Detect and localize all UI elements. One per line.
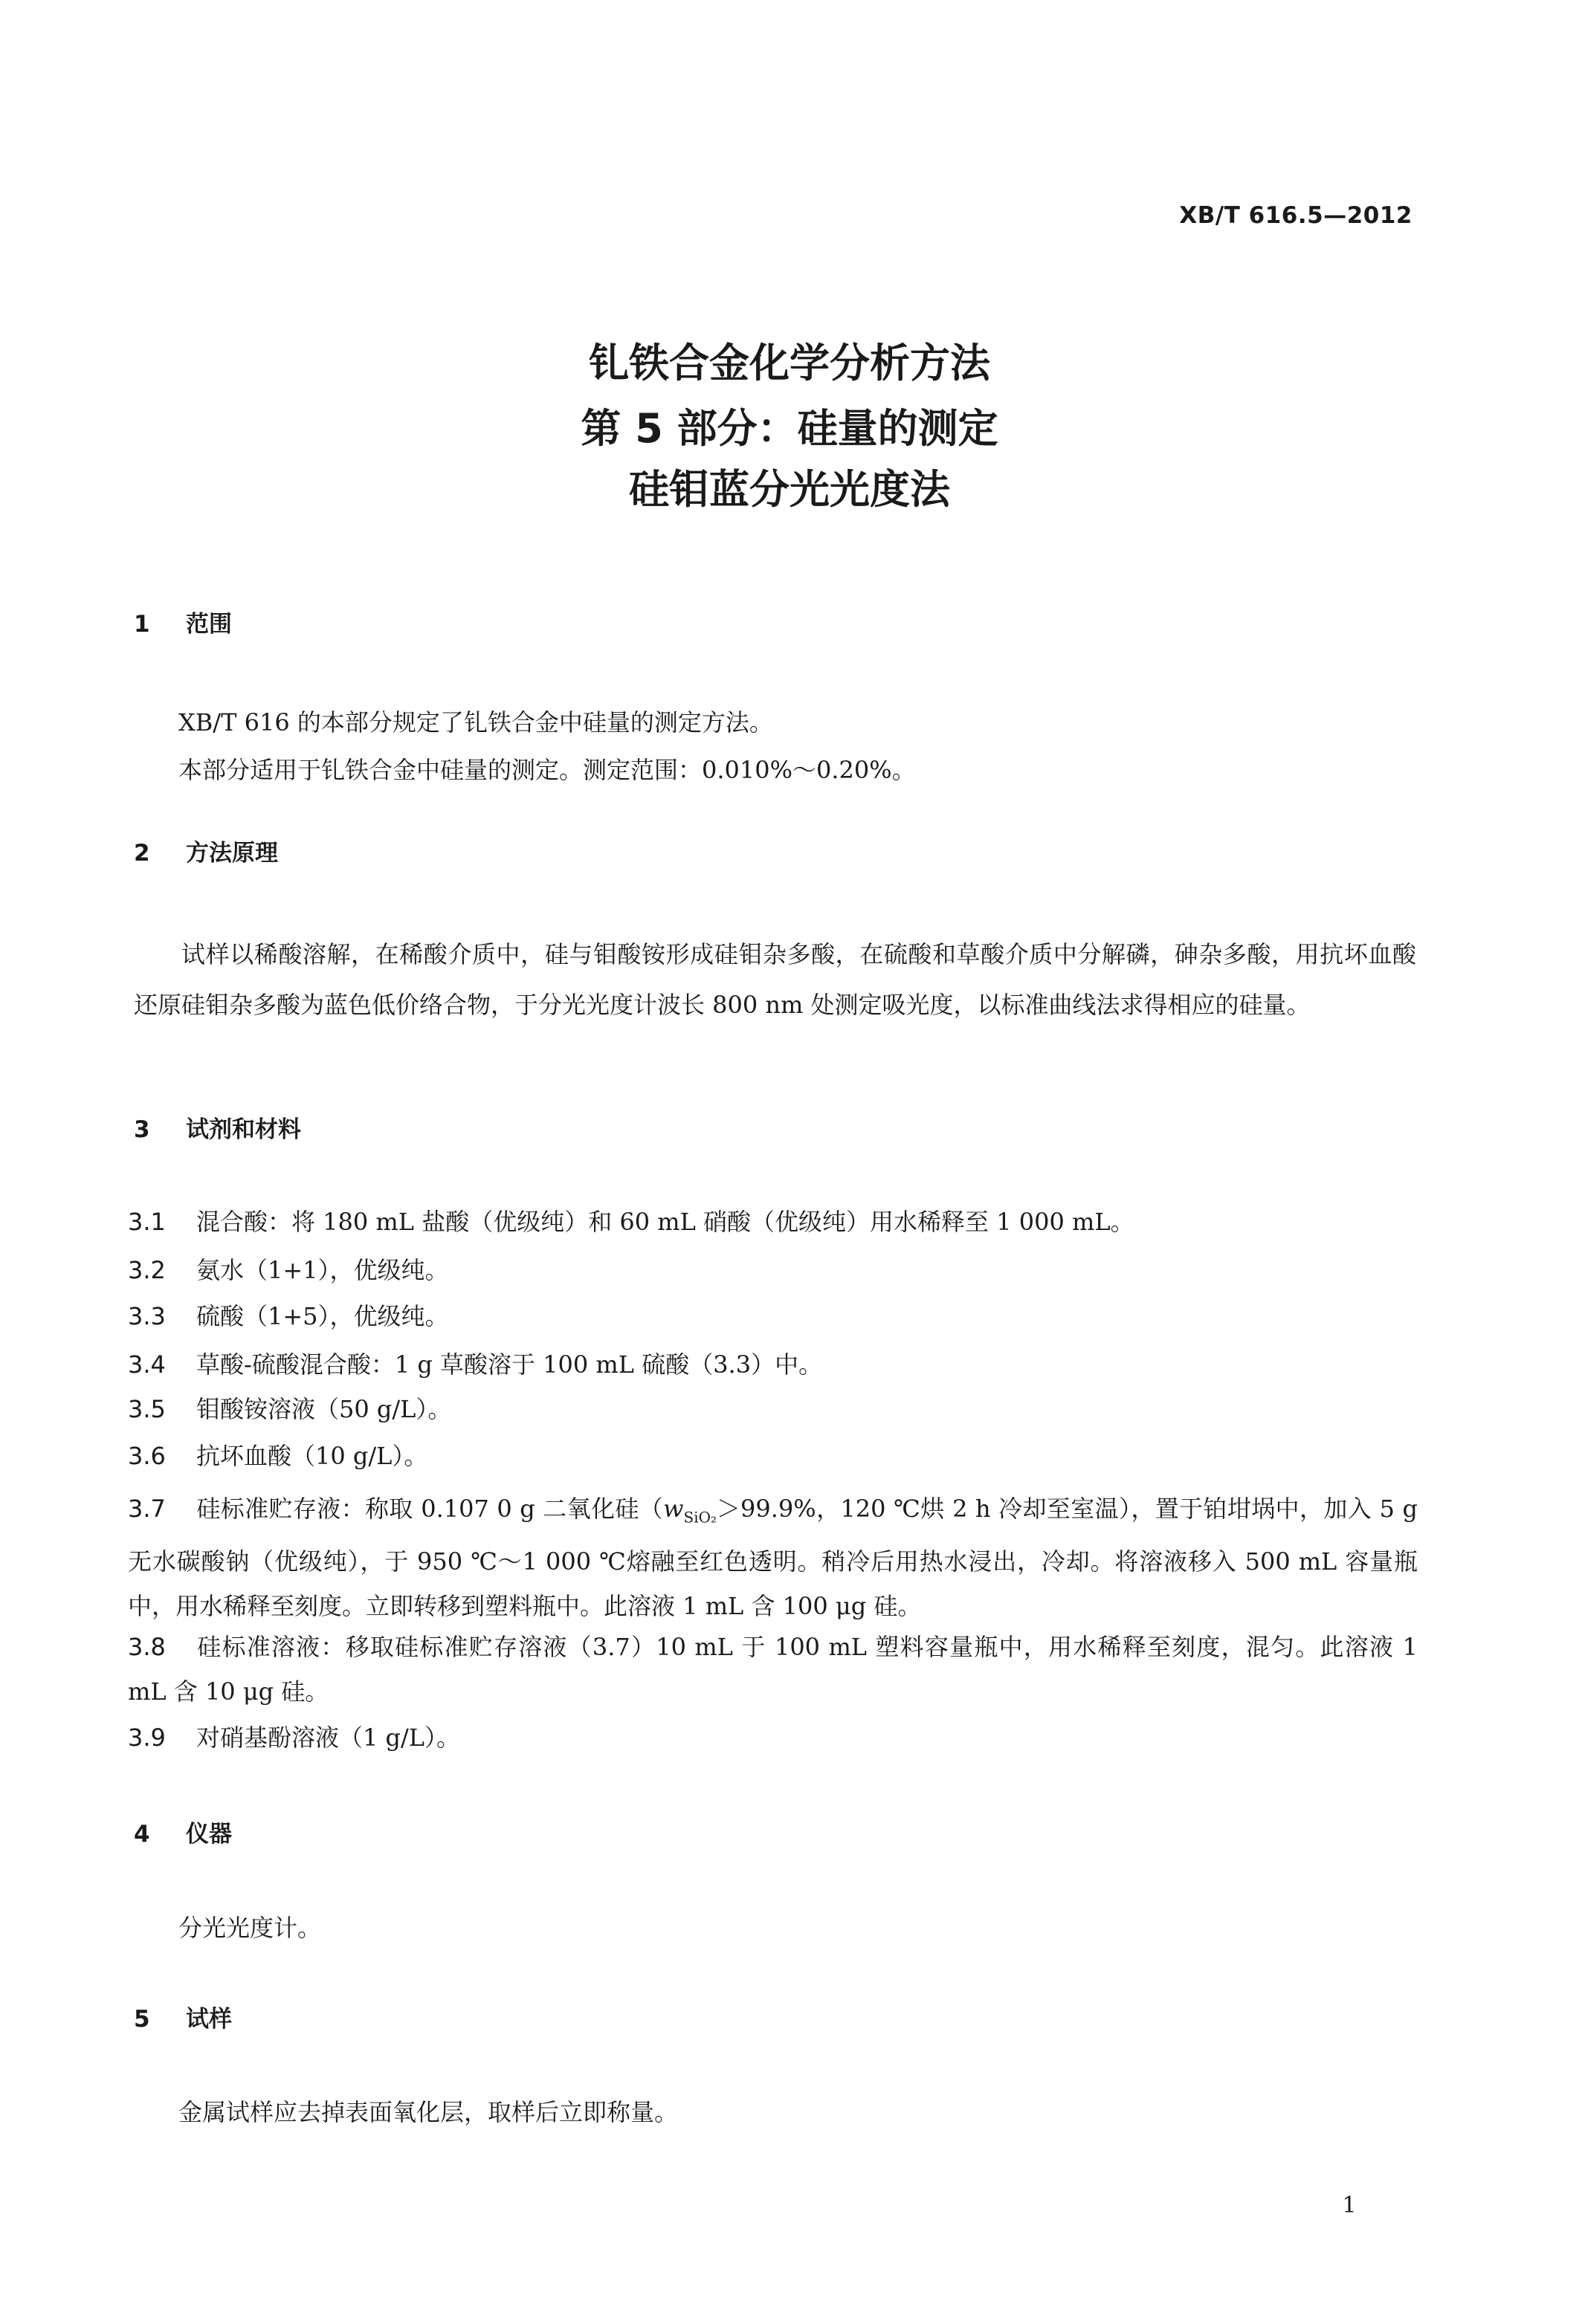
section-1-paragraph-2: 本部分适用于钆铁合金中硅量的测定。测定范围：0.010%～0.20%。 [178, 756, 916, 784]
item-text: 钼酸铵溶液（50 g/L）。 [196, 1395, 452, 1423]
mass-fraction-subscript: SiO₂ [683, 1508, 717, 1527]
list-item [128, 1397, 1418, 1421]
standard-code: XB/T 616.5—2012 [1179, 202, 1412, 229]
item-number: 3.4 [128, 1350, 166, 1379]
list-item [128, 1258, 1418, 1282]
item-number: 3.2 [128, 1256, 166, 1284]
section-1-heading [134, 613, 232, 636]
section-4-paragraph: 分光光度计。 [178, 1914, 322, 1942]
item-text: 硫酸（1+5），优级纯。 [196, 1302, 449, 1330]
section-2-paragraph: 试样以稀酸溶解，在稀酸介质中，硅与钼酸铵形成硅钼杂多酸，在硫酸和草酸介质中分解磷，砷杂多酸，用抗坏血酸还原硅钼杂多酸为蓝色低价络合物，于分光光度计波长 800 nm 处测定吸光度，以标准曲线法求得相应的硅量。 [134, 940, 1416, 1019]
item-text: 硅标准贮存液：称取 0.107 0 g 二氧化硅（ [196, 1495, 664, 1523]
section-title: 试剂和材料 [186, 1116, 301, 1143]
section-number: 3 [134, 1116, 150, 1143]
list-item [128, 1444, 1418, 1468]
section-number: 2 [134, 840, 150, 867]
section-2-heading [134, 842, 278, 865]
title-line-1: 钆铁合金化学分析方法 [589, 340, 990, 386]
item-text: 混合酸：将 180 mL 盐酸（优级纯）和 60 mL 硝酸（优级纯）用水稀释至 1 000 mL。 [196, 1208, 1134, 1236]
section-number: 5 [134, 2006, 150, 2033]
section-title: 仪器 [186, 1821, 232, 1848]
list-item [128, 1625, 1418, 1714]
item-number: 3.9 [128, 1723, 166, 1752]
item-number: 3.6 [128, 1442, 166, 1470]
list-item [128, 1304, 1418, 1328]
page-number: 1 [1342, 2192, 1357, 2218]
mass-fraction-symbol: w [663, 1495, 684, 1523]
item-text: 草酸-硫酸混合酸：1 g 草酸溶于 100 mL 硫酸（3.3）中。 [196, 1350, 823, 1379]
section-1-paragraph-1: XB/T 616 的本部分规定了钆铁合金中硅量的测定方法。 [178, 708, 773, 737]
item-number: 3.8 [128, 1633, 166, 1661]
item-text: 硅标准溶液：移取硅标准贮存溶液（3.7）10 mL 于 100 mL 塑料容量瓶中，用水稀释至刻度，混匀。此溶液 1 mL 含 10 μg 硅。 [128, 1633, 1418, 1706]
list-item [128, 1210, 1418, 1234]
section-number: 1 [134, 611, 150, 638]
item-number: 3.7 [128, 1495, 166, 1523]
item-number: 3.5 [128, 1395, 166, 1423]
list-item [128, 1723, 1418, 1752]
title-line-3: 硅钼蓝分光光度法 [629, 466, 950, 513]
item-number: 3.1 [128, 1208, 166, 1236]
item-text-continued: ＞99.9%，120 ℃烘 2 h 冷却至室温），置于铂坩埚中，加入 5 g 无水碳酸钠（优级纯），于 950 ℃～1 000 ℃熔融至红色透明。稍冷后用热水浸出，冷却。将溶液移入 500 mL 容量瓶中，用水稀释至刻度。立即转移到塑料瓶中。此溶液 1 mL 含 100 μg 硅。 [128, 1495, 1418, 1621]
section-3-heading [134, 1116, 301, 1143]
title-line-2: 第 5 部分：硅量的测定 [581, 405, 998, 452]
section-title: 方法原理 [186, 840, 278, 867]
item-number: 3.3 [128, 1302, 166, 1330]
section-title: 范围 [186, 611, 232, 638]
list-item [128, 1350, 1418, 1379]
section-4-heading [134, 1823, 232, 1846]
section-title: 试样 [186, 2006, 232, 2033]
item-text: 抗坏血酸（10 g/L）。 [196, 1442, 428, 1470]
item-text: 对硝基酚溶液（1 g/L）。 [196, 1723, 461, 1752]
section-5-heading [134, 2008, 232, 2031]
section-5-paragraph: 金属试样应去掉表面氧化层，取样后立即称量。 [178, 2098, 679, 2126]
list-item [128, 1486, 1418, 1628]
item-text: 氨水（1+1），优级纯。 [196, 1256, 449, 1284]
section-number: 4 [134, 1821, 150, 1848]
